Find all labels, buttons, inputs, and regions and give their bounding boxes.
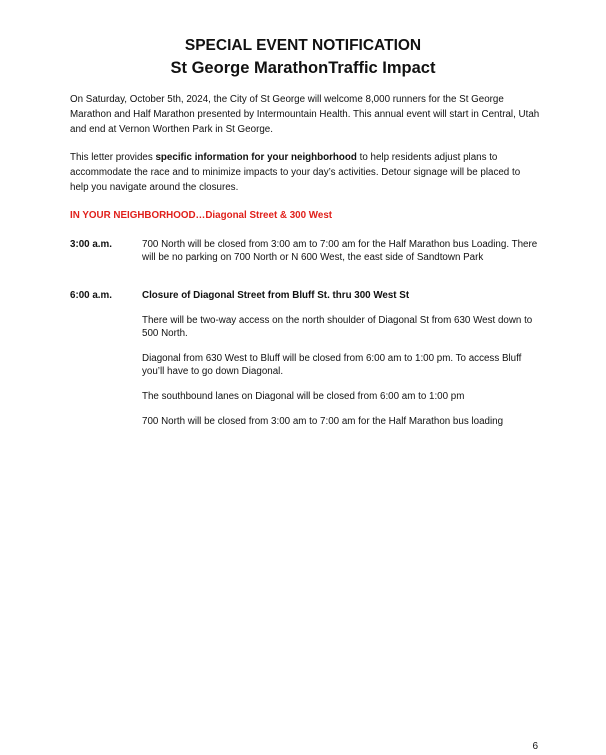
page-number: 6 xyxy=(532,741,538,752)
neighborhood-heading: IN YOUR NEIGHBORHOOD…Diagonal Street & 300 West xyxy=(70,210,333,221)
schedule-detail: There will be two-way access on the north shoulder of Diagonal St from 630 West down to 500 North. xyxy=(142,315,533,339)
page-subtitle: St George MarathonTraffic Impact xyxy=(170,59,436,77)
letter-emphasis: specific information for your neighborhood xyxy=(155,152,357,163)
letter-prefix: This letter provides xyxy=(70,152,156,163)
letter-paragraph xyxy=(70,150,540,195)
schedule-detail: The southbound lanes on Diagonal will be closed from 6:00 am to 1:00 pm xyxy=(142,391,465,402)
schedule-detail: 700 North will be closed from 3:00 am to 7:00 am for the Half Marathon bus loading xyxy=(142,416,504,427)
page-title: SPECIAL EVENT NOTIFICATION xyxy=(184,37,422,54)
schedule-time-2: 6:00 a.m. xyxy=(70,290,112,301)
schedule-heading-2: Closure of Diagonal Street from Bluff St. thru 300 West St xyxy=(142,290,410,301)
intro-paragraph: On Saturday, October 5th, 2024, the City of St George will welcome 8,000 runners for the St George Marathon and Half Marathon presented by Intermountain Health. This annual event will start in Central, Utah and end at Vernon Worthen Park in St George. xyxy=(70,94,540,135)
schedule-time-1: 3:00 a.m. xyxy=(70,239,112,250)
schedule-detail: Diagonal from 630 West to Bluff will be closed from 6:00 am to 1:00 pm. To access Bluff you’ll have to go down Diagonal. xyxy=(142,353,522,377)
letter-suffix: to help residents adjust plans to accommodate the race and to minimize impacts to your day’s activities. Detour signage will be placed to help you navigate around the closures. xyxy=(70,152,521,193)
schedule-text-1: 700 North will be closed from 3:00 am to 7:00 am for the Half Marathon bus Loading. There will be no parking on 700 North or N 600 West, the east side of Sandtown Park xyxy=(142,239,538,263)
